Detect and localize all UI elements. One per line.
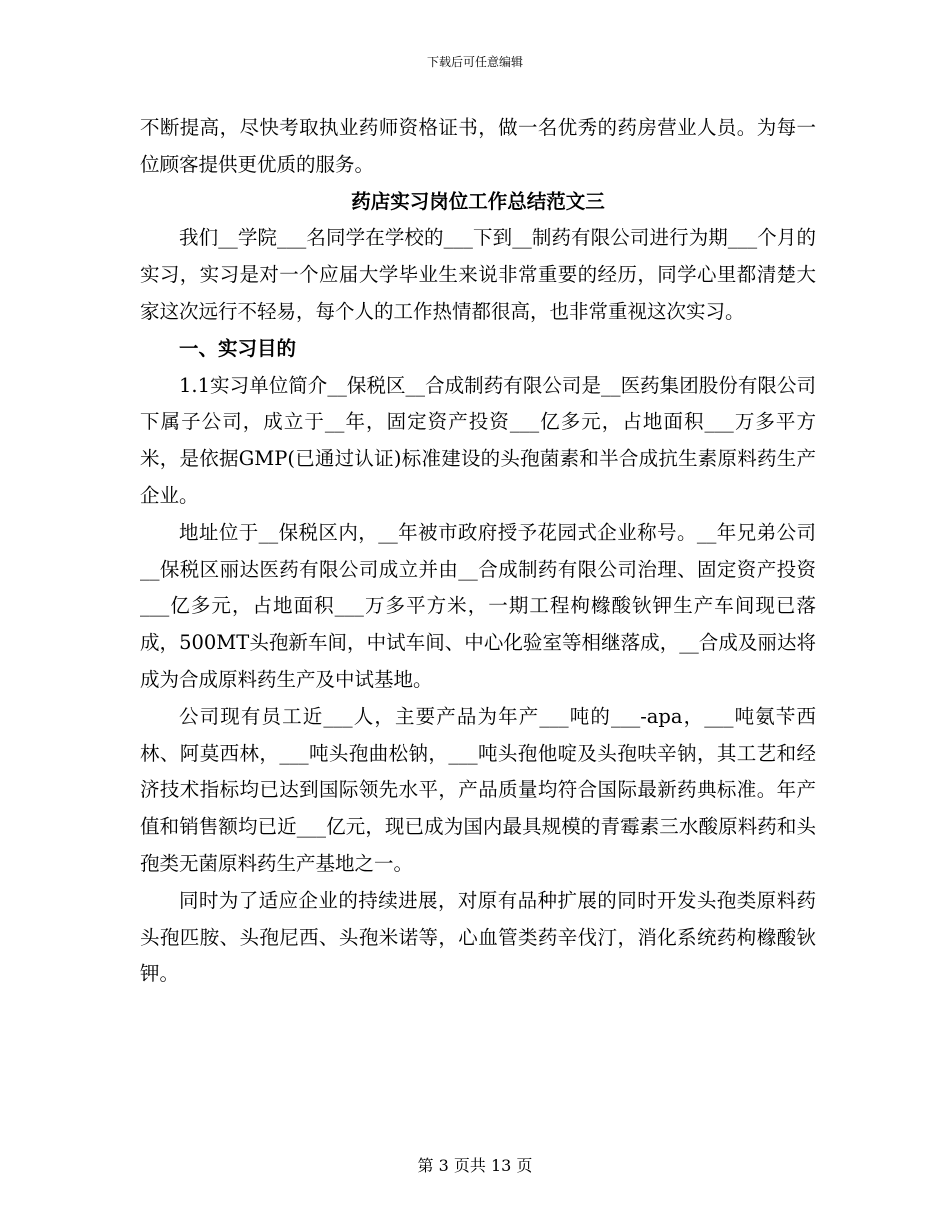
document-body [140, 110, 816, 993]
paragraph-products: 公司现有员工近___人，主要产品为年产___吨的___-apa，___吨氨苄西林、阿莫西林，___吨头孢曲松钠，___吨头孢他啶及头孢呋辛钠，其工艺和经济技术指标均已达到国际领先水平，产品质量均符合国际最新药典标准。年产值和销售额均已近___亿元，现已成为国内最具规模的青霉素三水酸原料药和头孢类无菌原料药生产基地之一。 [140, 704, 816, 875]
paragraph-address: 地址位于__保税区内，__年被市政府授予花园式企业称号。__年兄弟公司__保税区丽达医药有限公司成立并由__合成制药有限公司治理、固定资产投资___亿多元，占地面积___万多平方米，一期工程枸橼酸钬钾生产车间现已落成，500MT头孢新车间，中试车间、中心化验室等相继落成，__合成及丽达将成为合成原料药生产及中试基地。 [140, 520, 816, 691]
paragraph-development: 同时为了适应企业的持续进展，对原有品种扩展的同时开发头孢类原料药头孢匹胺、头孢尼西、头孢米诺等，心血管类药辛伐汀，消化系统药枸橼酸钬钾。 [140, 888, 816, 986]
page-header-note: 下载后可任意编辑 [426, 55, 523, 69]
document-title: 药店实习岗位工作总结范文三 [351, 189, 605, 213]
section-heading: 一、实习目的 [179, 336, 297, 360]
page-number: 第 3 页共 13 页 [417, 1156, 533, 1175]
paragraph-company-intro: 1.1实习单位简介__保税区__合成制药有限公司是__医药集团股份有限公司下属子公司，成立于__年，固定资产投资___亿多元，占地面积___万多平方米，是依据GMP(已通过认证)标准建设的头孢菌素和半合成抗生素原料药生产企业。 [140, 373, 816, 507]
paragraph-continuation: 不断提高，尽快考取执业药师资格证书，做一名优秀的药房营业人员。为每一位顾客提供更优质的服务。 [140, 116, 816, 176]
paragraph-intro: 我们__学院___名同学在学校的___下到__制药有限公司进行为期___个月的实习，实习是对一个应届大学毕业生来说非常重要的经历，同学心里都清楚大家这次远行不轻易，每个人的工作热情都很高，也非常重视这次实习。 [140, 226, 816, 323]
